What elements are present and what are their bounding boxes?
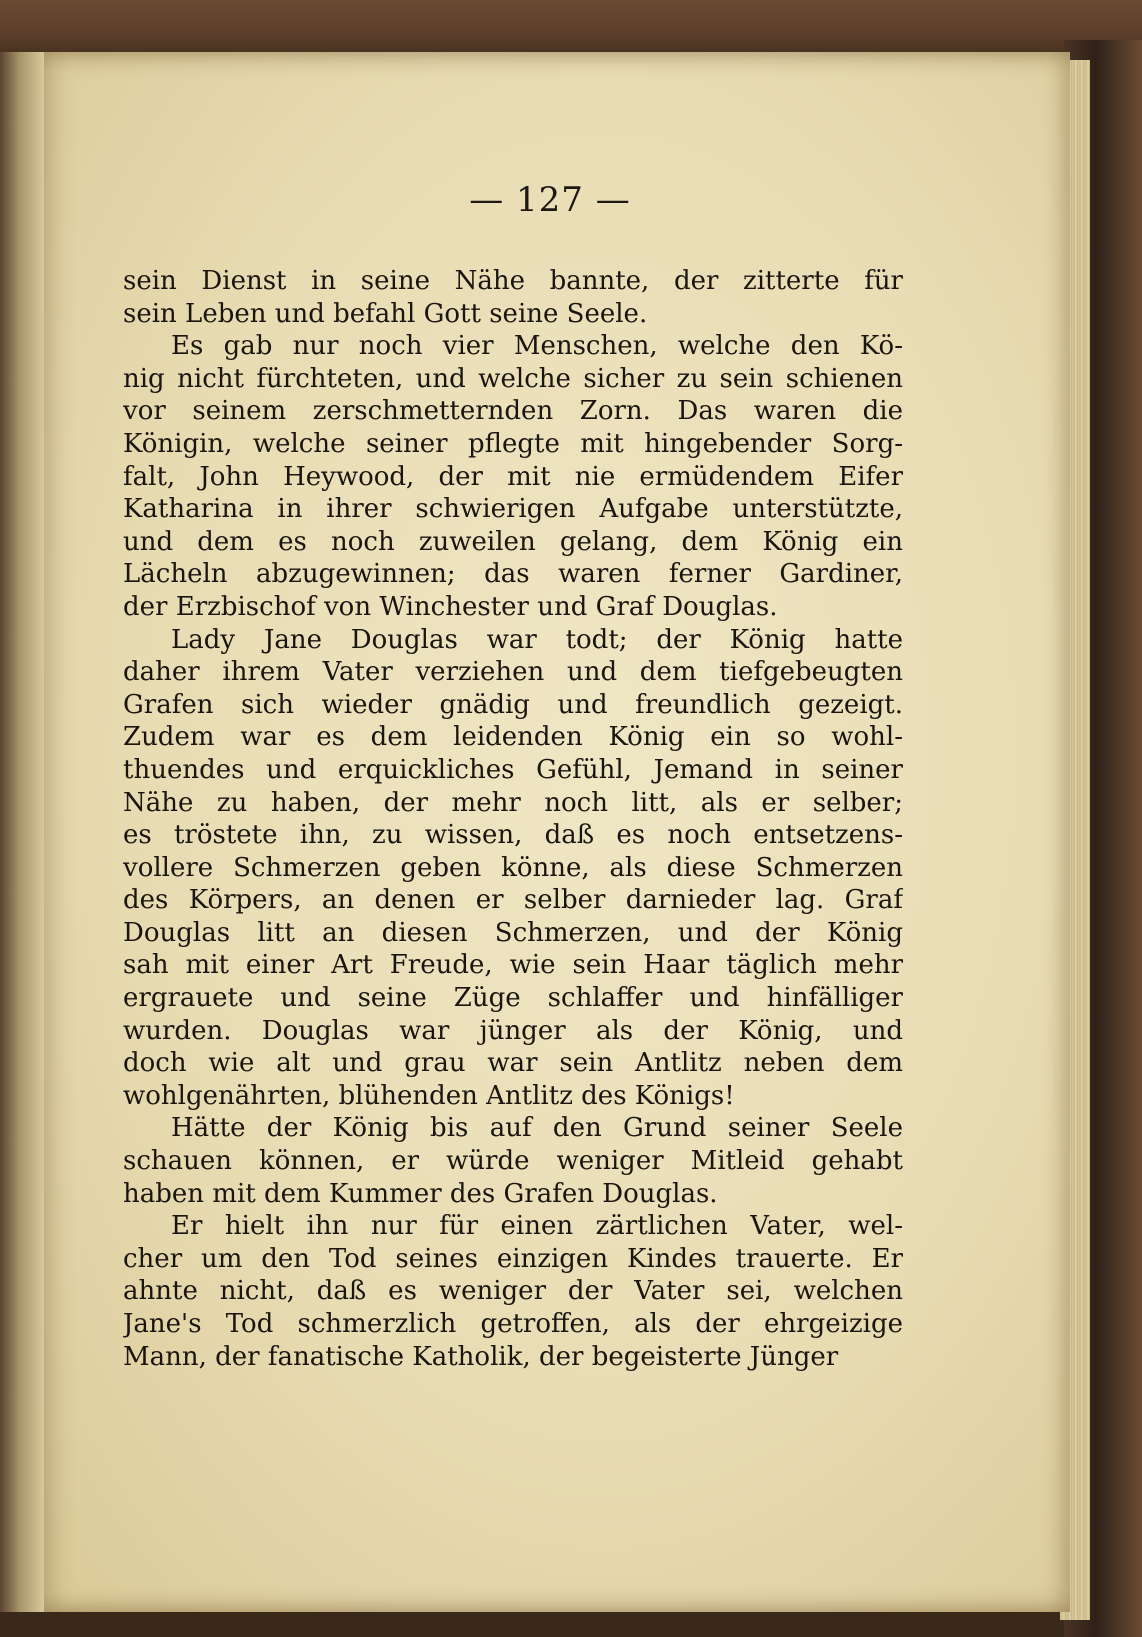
text-line: sein Leben und befahl Gott seine Seele. (123, 298, 648, 329)
text-line: daher ihrem Vater verziehen und dem tiefgebeugten (123, 657, 903, 688)
text-line: Zudem war es dem leidenden König ein so wohl- (123, 722, 903, 753)
paragraph (123, 265, 903, 330)
text-line: sah mit einer Art Freude, wie sein Haar täglich mehr (123, 950, 903, 981)
paragraph (123, 624, 903, 1113)
page-number: — 127 — (469, 180, 631, 220)
paragraph (123, 1210, 903, 1373)
paragraph (123, 330, 903, 623)
text-line: des Körpers, an denen er selber darnieder lag. Graf (123, 885, 903, 916)
text-line: ergrauete und seine Züge schlaffer und hinfälliger (123, 983, 903, 1014)
text-line: Katharina in ihrer schwierigen Aufgabe unterstützte, (123, 494, 903, 525)
text-line: vollere Schmerzen geben könne, als diese Schmerzen (123, 852, 903, 883)
text-line: Hätte der König bis auf den Grund seiner Seele (171, 1113, 903, 1144)
text-line: Douglas litt an diesen Schmerzen, und der König (123, 917, 903, 948)
text-line: haben mit dem Kummer des Grafen Douglas. (123, 1178, 718, 1209)
text-line: wurden. Douglas war jünger als der König, und (123, 1015, 903, 1046)
text-line: Grafen sich wieder gnädig und freundlich gezeigt. (123, 689, 903, 720)
text-line: wohlgenährten, blühenden Antlitz des Königs! (123, 1080, 735, 1111)
text-line: der Erzbischof von Winchester und Graf Douglas. (123, 591, 778, 622)
text-line: vor seinem zerschmetternden Zorn. Das waren die (123, 396, 903, 427)
text-line: cher um den Tod seines einzigen Kindes trauerte. Er (123, 1243, 903, 1274)
text-line: Nähe zu haben, der mehr noch litt, als er selber; (123, 787, 903, 818)
text-line: Jane's Tod schmerzlich getroffen, als der ehrgeizige (123, 1309, 903, 1339)
book-page (30, 52, 1070, 1612)
text-line: Er hielt ihn nur für einen zärtlichen Vater, wel- (171, 1211, 903, 1242)
text-line: schauen können, er würde weniger Mitleid gehabt (123, 1146, 903, 1177)
text-line: ahnte nicht, daß es weniger der Vater sei, welchen (123, 1276, 903, 1307)
text-line: falt, John Heywood, der mit nie ermüdendem Eifer (123, 461, 903, 492)
book-gutter (0, 52, 44, 1612)
body-text (123, 265, 903, 1373)
text-line: Mann, der fanatische Katholik, der begeisterte Jünger (123, 1341, 839, 1372)
text-line: Königin, welche seiner pflegte mit hingebender Sorg- (123, 428, 903, 459)
text-line: Es gab nur noch vier Menschen, welche den Kö- (171, 331, 903, 362)
paragraph (123, 1112, 903, 1210)
text-line: Lächeln abzugewinnen; das waren ferner Gardiner, (123, 559, 903, 590)
text-line: doch wie alt und grau war sein Antlitz neben dem (123, 1048, 903, 1079)
text-line: es tröstete ihn, zu wissen, daß es noch entsetzens- (123, 820, 903, 851)
text-line: Lady Jane Douglas war todt; der König hatte (171, 624, 903, 655)
text-line: nig nicht fürchteten, und welche sicher zu sein schienen (123, 363, 903, 394)
text-line: und dem es noch zuweilen gelang, dem König ein (123, 526, 903, 557)
text-line: thuendes und erquickliches Gefühl, Jemand in seiner (123, 754, 903, 785)
text-line: sein Dienst in seine Nähe bannte, der zitterte für (123, 266, 903, 296)
